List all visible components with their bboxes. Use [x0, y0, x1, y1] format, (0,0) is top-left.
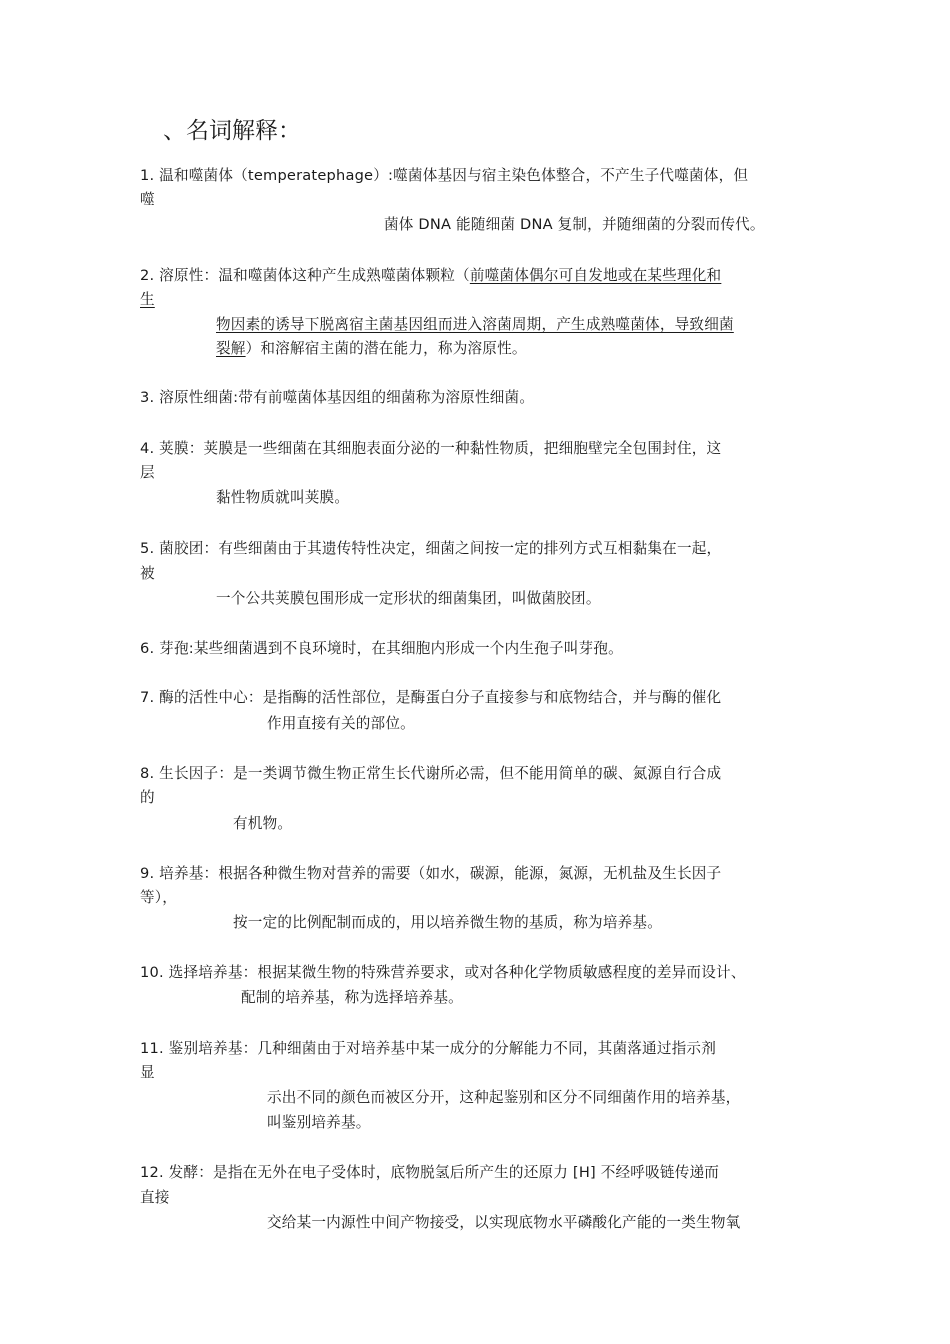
term-11-line-4: 叫鉴别培养基。 [267, 1114, 371, 1131]
term-9-line-3: 按一定的比例配制而成的，用以培养微生物的基质，称为培养基。 [233, 914, 663, 931]
term-5-line-3: 一个公共荚膜包围形成一定形状的细菌集团，叫做菌胶团。 [216, 590, 601, 607]
term-2-line-4 [216, 337, 527, 361]
term-7-line-2: 作用直接有关的部位。 [267, 715, 415, 732]
term-10-line-1: 10. 选择培养基：根据某微生物的特殊营养要求，或对各种化学物质敏感程度的差异而设计、 [140, 964, 746, 981]
section-heading: 、名词解释： [163, 118, 301, 144]
term-4-line-2: 层 [140, 464, 155, 481]
term-7-line-1: 7. 酶的活性中心：是指酶的活性部位，是酶蛋白分子直接参与和底物结合，并与酶的催化 [140, 689, 722, 706]
term-12-line-1: 12. 发酵：是指在无外在电子受体时，底物脱氢后所产生的还原力 [H] 不经呼吸链传递而 [140, 1164, 720, 1181]
term-9-line-1: 9. 培养基：根据各种微生物对营养的需要（如水，碳源，能源，氮源，无机盐及生长因子 [140, 865, 722, 882]
term-11-line-3: 示出不同的颜色而被区分开，这种起鉴别和区分不同细菌作用的培养基， [267, 1089, 741, 1106]
term-2-line-4-underlined: 裂解 [216, 340, 246, 357]
term-8-line-2: 的 [140, 789, 155, 806]
term-4-line-3: 黏性物质就叫荚膜。 [216, 489, 350, 506]
term-11-line-2: 显 [140, 1064, 155, 1081]
term-2-line-1 [140, 264, 721, 288]
term-8-line-3: 有机物。 [233, 815, 293, 832]
term-12-line-3: 交给某一内源性中间产物接受，以实现底物水平磷酸化产能的一类生物氧 [267, 1214, 741, 1231]
term-1-line-1: 1. 温和噬菌体（temperatephage）:噬菌体基因与宿主染色体整合，不产生子代噬菌体，但 [140, 167, 749, 184]
term-2-line-4-text: ）和溶解宿主菌的潜在能力，称为溶原性。 [245, 340, 527, 357]
term-3-line-1: 3. 溶原性细菌:带有前噬菌体基因组的细菌称为溶原性细菌。 [140, 389, 535, 406]
term-1-line-3: 菌体 DNA 能随细菌 DNA 复制，并随细菌的分裂而传代。 [384, 216, 765, 233]
term-4-line-1: 4. 荚膜：荚膜是一些细菌在其细胞表面分泌的一种黏性物质，把细胞壁完全包围封住，这 [140, 440, 722, 457]
term-11-line-1: 11. 鉴别培养基：几种细菌由于对培养基中某一成分的分解能力不同，其菌落通过指示剂 [140, 1040, 717, 1057]
term-2-line-2: 生 [140, 291, 155, 308]
term-8-line-1: 8. 生长因子：是一类调节微生物正常生长代谢所必需，但不能用简单的碳、氮源自行合成 [140, 765, 722, 782]
term-2-line-1-underlined: 前噬菌体偶尔可自发地或在某些理化和 [469, 267, 722, 284]
term-10-line-2: 配制的培养基，称为选择培养基。 [241, 989, 463, 1006]
term-2-line-3: 物因素的诱导下脱离宿主菌基因组而进入溶菌周期，产生成熟噬菌体，导致细菌 [216, 316, 734, 333]
term-12-line-2: 直接 [140, 1189, 170, 1206]
term-1-line-2: 噬 [140, 191, 155, 208]
term-2-line-1-text: 2. 溶原性：温和噬菌体这种产生成熟噬菌体颗粒（ [140, 267, 470, 284]
term-6-line-1: 6. 芽孢:某些细菌遇到不良环境时，在其细胞内形成一个内生孢子叫芽孢。 [140, 640, 623, 657]
term-9-line-2: 等）， [140, 889, 178, 906]
term-5-line-1: 5. 菌胶团：有些细菌由于其遗传特性决定，细菌之间按一定的排列方式互相黏集在一起， [140, 540, 722, 557]
term-5-line-2: 被 [140, 565, 155, 582]
